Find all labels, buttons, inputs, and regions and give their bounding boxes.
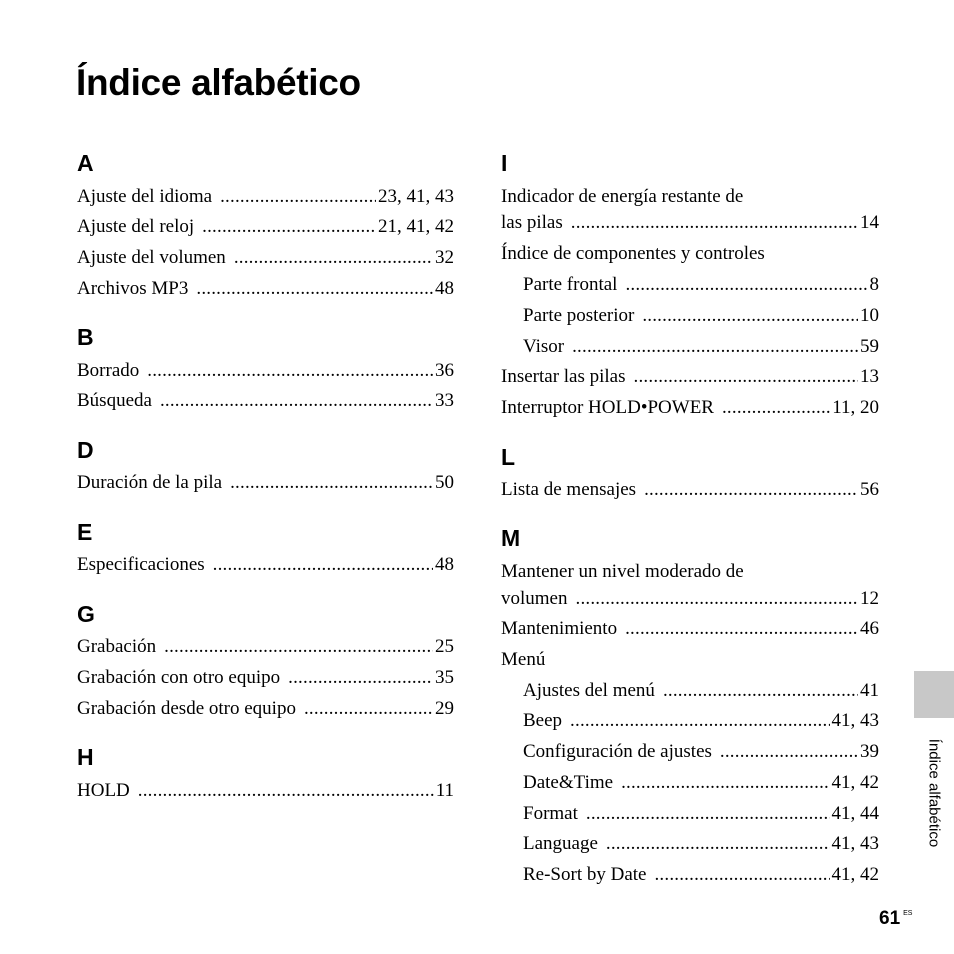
index-entry: Especificaciones ..... 48 [77,554,454,576]
section-letter-m: M [501,525,521,551]
index-subentry: Date&Time ..... 41, 42 [523,772,879,794]
index-entry: Lista de mensajes ..... 56 [501,479,879,501]
index-subentry: Ajustes del menú ..... 41 [523,680,879,702]
index-entry: Borrado ..... 36 [77,360,454,382]
index-entry: Grabación ..... 25 [77,636,454,658]
index-entry-heading: Índice de componentes y controles [501,243,765,264]
index-subentry: Re-Sort by Date ..... 41, 42 [523,864,879,886]
index-subentry: Format ..... 41, 44 [523,803,879,825]
page-title: Índice alfabético [76,62,361,103]
index-entry-heading: Menú [501,649,546,670]
index-entry-line: Mantener un nivel moderado de [501,561,744,582]
page-number [879,908,912,930]
index-subentry: Parte posterior ..... 10 [523,305,879,327]
index-entry: Archivos MP3 ..... 48 [77,278,454,300]
index-entry-line: Indicador de energía restante de [501,186,744,207]
index-entry: las pilas ..... 14 [501,212,879,234]
section-letter-e: E [77,519,93,545]
section-letter-g: G [77,601,95,627]
index-subentry: Configuración de ajustes ..... 39 [523,741,879,763]
index-entry: Insertar las pilas ..... 13 [501,366,879,388]
index-entry: Grabación con otro equipo ..... 35 [77,667,454,689]
index-subentry: Parte frontal ..... 8 [523,274,879,296]
index-entry: HOLD ..... 11 [77,780,454,802]
section-tab [914,671,954,718]
page-number-value: 61 [879,908,901,929]
page-number-suffix: ES [903,910,913,917]
index-entry: Ajuste del reloj ..... 21, 41, 42 [77,216,454,238]
index-entry: Duración de la pila ..... 50 [77,472,454,494]
index-entry: Interruptor HOLD•POWER ..... 11, 20 [501,397,879,419]
index-entry: Ajuste del volumen ..... 32 [77,247,454,269]
section-letter-b: B [77,324,94,350]
index-entry: volumen ..... 12 [501,588,879,610]
section-letter-i: I [501,150,508,176]
section-letter-l: L [501,444,516,470]
section-letter-d: D [77,437,94,463]
index-subentry: Beep ..... 41, 43 [523,710,879,732]
index-entry: Grabación desde otro equipo ..... 29 [77,698,454,720]
section-letter-a: A [77,150,94,176]
index-entry: Mantenimiento ..... 46 [501,618,879,640]
index-subentry: Language ..... 41, 43 [523,833,879,855]
side-tab-label: Índice alfabético [925,738,943,848]
section-letter-h: H [77,744,94,770]
index-subentry: Visor ..... 59 [523,336,879,358]
index-entry: Búsqueda ..... 33 [77,390,454,412]
index-entry: Ajuste del idioma ..... 23, 41, 43 [77,186,454,208]
